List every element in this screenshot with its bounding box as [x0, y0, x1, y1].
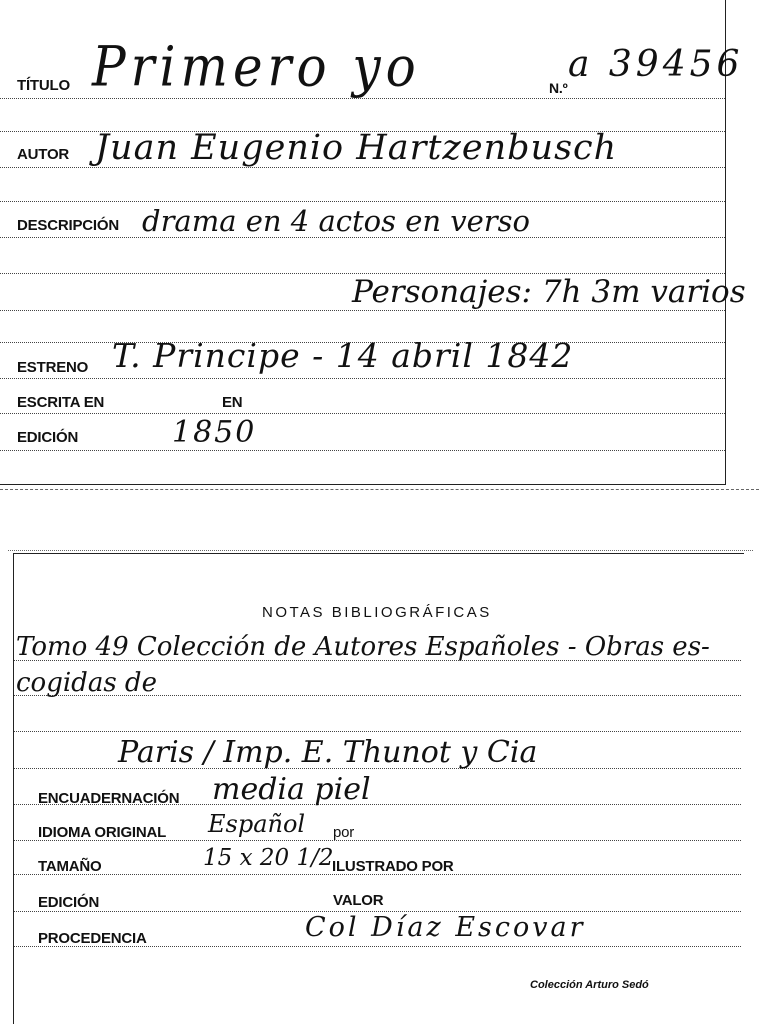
notes-line-2: cogidas de — [16, 668, 157, 698]
numero-value: a 39456 — [568, 44, 744, 85]
card-edge-dashes — [8, 550, 753, 551]
por-label: por — [333, 824, 355, 841]
idioma-label: IDIOMA ORIGINAL — [38, 824, 167, 841]
catalog-card-bottom — [13, 553, 744, 1024]
card-rule — [0, 413, 725, 414]
estreno-value: T. Principe - 14 abril 1842 — [112, 336, 574, 375]
personajes-value: Personajes: 7h 3m varios — [352, 274, 746, 310]
valor-label: VALOR — [333, 892, 384, 909]
card-rule — [0, 201, 725, 202]
card-rule — [0, 310, 725, 311]
procedencia-value: Col Díaz Escovar — [305, 912, 586, 943]
titulo-label: TÍTULO — [17, 77, 70, 94]
en-label: EN — [222, 394, 243, 411]
notes-line-3: Paris / Imp. E. Thunot y Cia — [118, 735, 538, 770]
notes-line-1: Tomo 49 Colección de Autores Españoles - Obras es- — [16, 632, 710, 662]
autor-value: Juan Eugenio Hartzenbusch — [95, 128, 618, 168]
ilustrado-label: ILUSTRADO POR — [332, 858, 454, 875]
idioma-value: Español — [208, 810, 306, 838]
notas-header: NOTAS BIBLIOGRÁFICAS — [262, 604, 492, 621]
descripcion-value: drama en 4 actos en verso — [142, 204, 531, 238]
escrita-en-label: ESCRITA EN — [17, 394, 105, 411]
edicion-label-2: EDICIÓN — [38, 894, 100, 911]
collection-footer: Colección Arturo Sedó — [530, 979, 649, 991]
card-edge-dashes — [0, 489, 759, 490]
autor-label: AUTOR — [17, 146, 70, 163]
tamano-value: 15 x 20 1/2 — [203, 845, 334, 871]
descripcion-label: DESCRIPCIÓN — [17, 217, 119, 234]
tamano-label: TAMAÑO — [38, 858, 102, 875]
edicion-value: 1850 — [172, 415, 257, 450]
encuadernacion-value: media piel — [212, 772, 371, 807]
procedencia-label: PROCEDENCIA — [38, 930, 147, 947]
card-rule — [0, 378, 725, 379]
encuadernacion-label: ENCUADERNACIÓN — [38, 790, 180, 807]
edicion-label: EDICIÓN — [17, 429, 79, 446]
card-rule — [0, 450, 725, 451]
titulo-value: Primero yo — [92, 35, 421, 99]
numero-label: N.º — [549, 80, 568, 96]
card-rule — [14, 731, 741, 732]
estreno-label: ESTRENO — [17, 359, 89, 376]
